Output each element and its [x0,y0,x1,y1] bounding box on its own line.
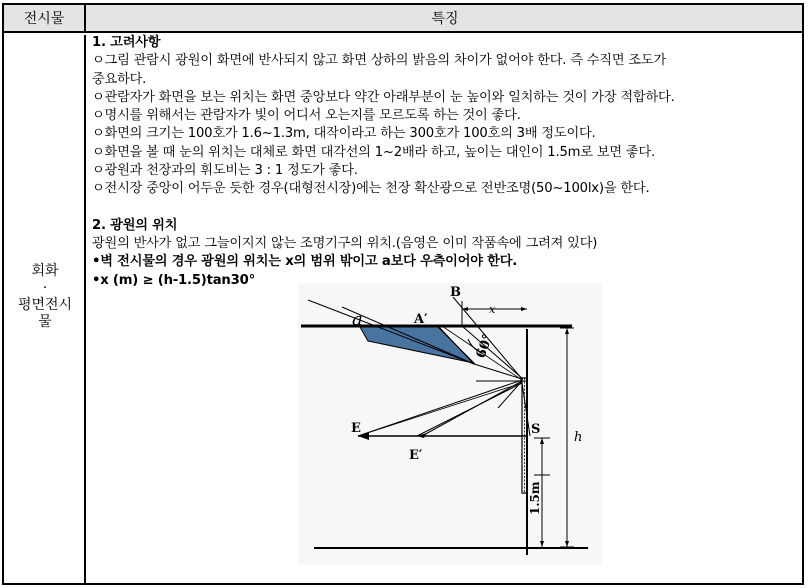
light-source-diagram [298,283,602,565]
header-features: 특징 [431,11,459,27]
label-e-prime: E′ [409,448,423,463]
section-2-title: 2. 광원의 위치 [92,217,178,233]
section-2-line-2: •벽 전시물의 경우 광원의 위치는 x의 범위 밖이고 a보다 우측이어야 한다. [92,254,518,270]
features-content [92,34,792,290]
label-x: x [489,303,496,316]
label-s: S [531,422,541,437]
section-2-formula: •x (m) ≥ (h-1.5)tan30° [92,272,255,288]
header-exhibit: 전시물 [4,5,86,33]
label-height: 1.5m [528,481,542,515]
bullet-6: ㅇ광원과 천장과의 휘도비는 3 : 1 정도가 좋다. [92,163,358,179]
light-ray-1 [308,300,474,364]
label-e: E [351,421,361,436]
bullet-5: ㅇ화면을 볼 때 눈의 위치는 대체로 화면 대각선의 1~2배라 하고, 높이는 대인이 1.5m로 보면 좋다. [92,144,655,160]
diagram-svg [298,283,602,565]
label-h: h [574,430,583,445]
category-line-4: 물 [38,314,52,330]
category-cell [4,35,86,583]
bullet-4: ㅇ화면의 크기는 100호가 1.6~1.3m, 대작이라고 하는 300호가 100호의 3배 정도이다. [92,126,596,142]
section-2-line-1: 광원의 반사가 없고 그늘이지지 않는 조명기구의 위치.(음영은 이미 작품속에 그려져 있다) [92,235,598,251]
bullet-3: ㅇ명시를 위해서는 관람자가 빛이 어디서 오는지를 모르도록 하는 것이 좋다. [92,108,521,124]
table-header-row [4,5,802,33]
bullet-7: ㅇ전시장 중앙이 어두운 듯한 경우(대형전시장)에는 천장 확산광으로 전반조명(50~100lx)을 한다. [92,181,650,197]
bullet-1-line-1: ㅇ그림 관람시 광원이 화면에 반사되지 않고 화면 상하의 밝음의 차이가 없어야 한다. 즉 수직면 조도가 [92,53,666,69]
bullet-2: ㅇ관람자가 화면을 보는 위치는 화면 중앙보다 약간 아래부분이 눈 높이와 일치하는 것이 가장 적합하다. [92,89,675,105]
label-b: B [450,285,461,300]
label-a: a [352,309,363,330]
category-label [4,263,86,331]
category-line-3: 평면전시 [17,297,73,313]
label-angle: 60° [473,332,497,361]
section-1-title: 1. 고려사항 [92,35,161,50]
bullet-1-line-2: 중요하다. [92,71,147,87]
label-a-prime: A′ [414,312,428,327]
category-line-2: · [42,280,48,296]
category-line-1: 회화 [31,263,59,279]
